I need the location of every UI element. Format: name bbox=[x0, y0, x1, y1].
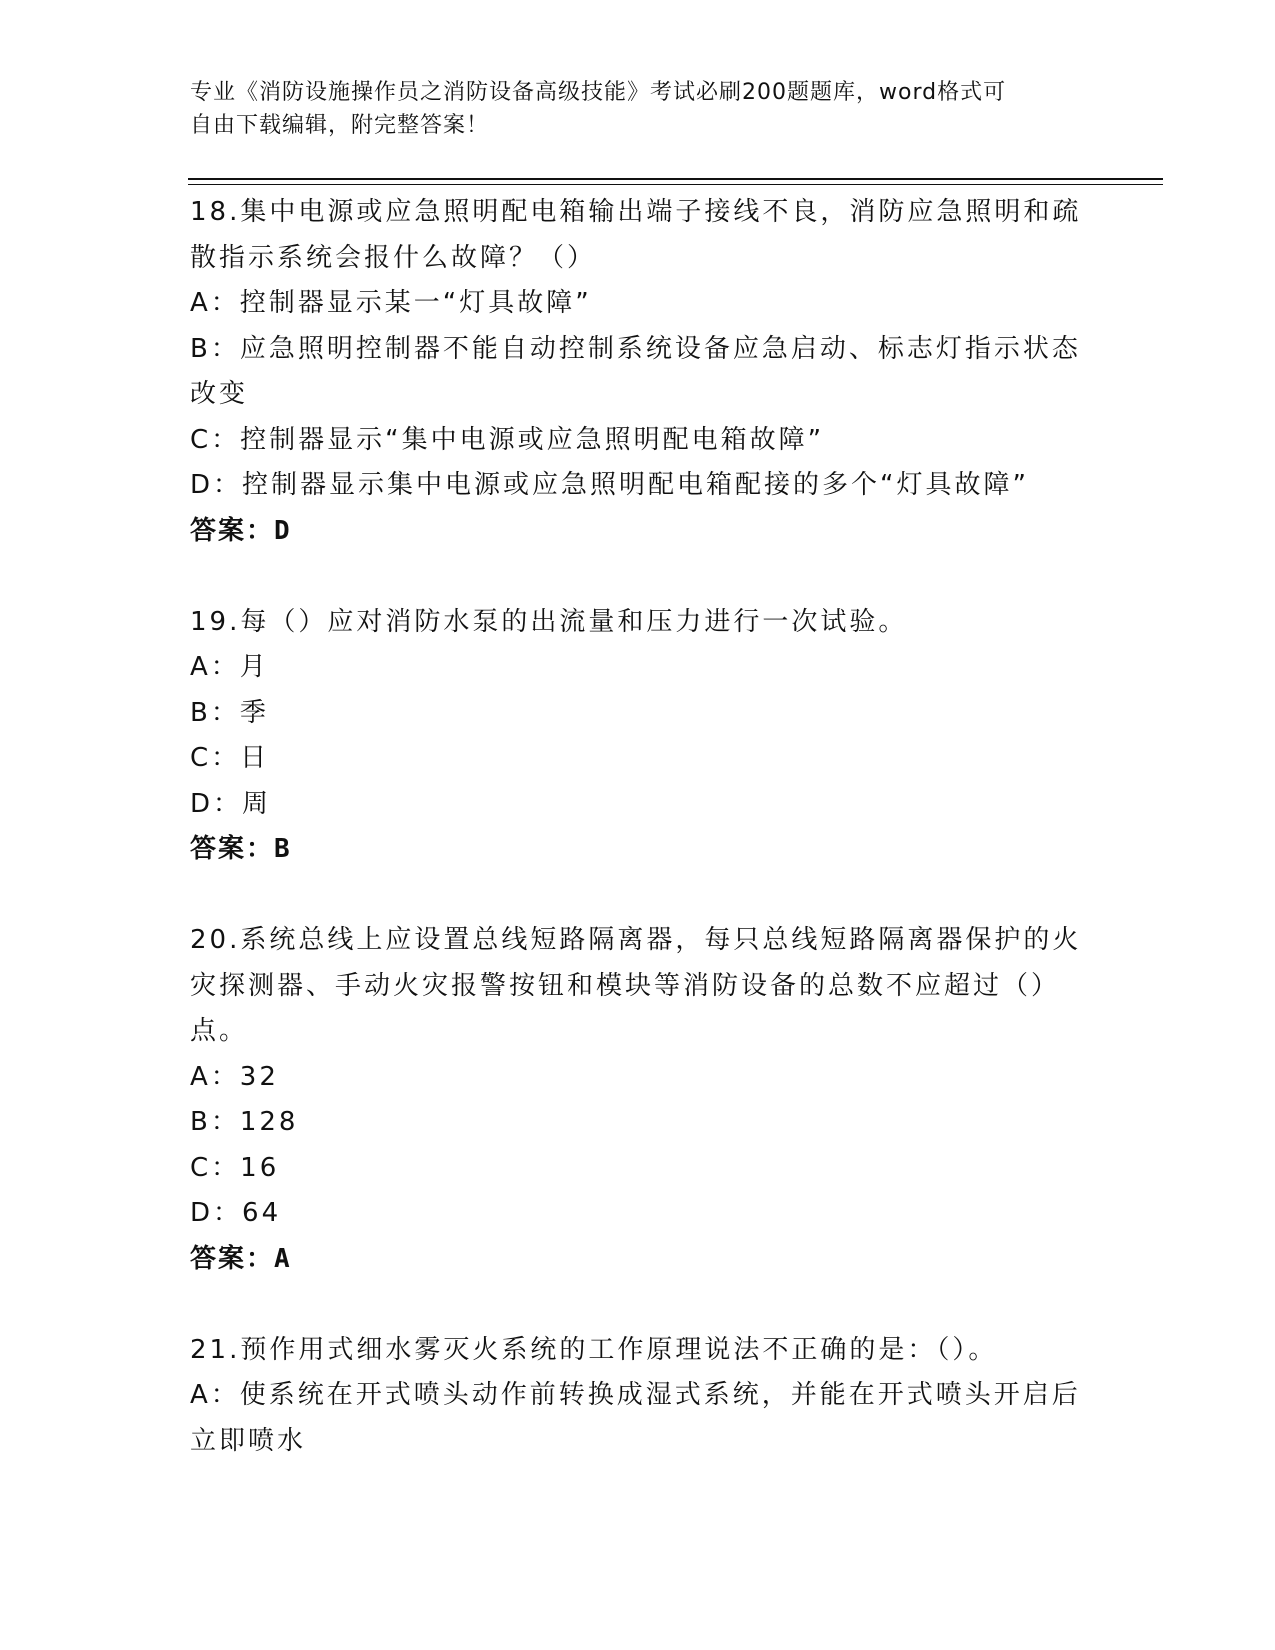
option-d: D：64 bbox=[190, 1198, 282, 1228]
option-c: C：控制器显示“集中电源或应急照明配电箱故障” bbox=[190, 424, 825, 455]
answer-line: 答案：A bbox=[190, 1243, 292, 1274]
option-b: B：应急照明控制器不能自动控制系统设备应急启动、标志灯指示状态 bbox=[190, 333, 1081, 364]
option-c: C：16 bbox=[190, 1152, 280, 1183]
option-c: C：日 bbox=[190, 743, 270, 773]
spacer bbox=[190, 873, 1090, 919]
question-stem-line: 点。 bbox=[190, 1016, 249, 1046]
answer-line: 答案：B bbox=[190, 834, 292, 864]
question-list bbox=[190, 190, 1090, 1464]
question-19 bbox=[190, 600, 1090, 873]
option-a-continued: 立即喷水 bbox=[190, 1425, 307, 1456]
question-18 bbox=[190, 190, 1090, 554]
question-stem-line: 灾探测器、手动火灾报警按钮和模块等消防设备的总数不应超过（） bbox=[190, 970, 1061, 1001]
answer-line: 答案：D bbox=[190, 515, 292, 546]
option-a: A：月 bbox=[190, 652, 269, 682]
question-stem-line: 19.每（）应对消防水泵的出流量和压力进行一次试验。 bbox=[190, 606, 908, 637]
option-a: A：控制器显示某一“灯具故障” bbox=[190, 288, 592, 318]
header-divider-thick bbox=[188, 178, 1163, 180]
option-d: D：控制器显示集中电源或应急照明配电箱配接的多个“灯具故障” bbox=[190, 470, 1029, 500]
question-stem-line: 散指示系统会报什么故障？（） bbox=[190, 242, 597, 273]
option-a: A：使系统在开式喷头动作前转换成湿式系统，并能在开式喷头开启后 bbox=[190, 1380, 1081, 1410]
question-stem-line: 21.预作用式细水雾灭火系统的工作原理说法不正确的是：（）。 bbox=[190, 1334, 998, 1365]
header-line-2: 自由下载编辑，附完整答案！ bbox=[190, 113, 490, 138]
question-20 bbox=[190, 918, 1090, 1282]
question-stem-line: 18.集中电源或应急照明配电箱输出端子接线不良，消防应急照明和疏 bbox=[190, 197, 1082, 227]
question-21 bbox=[190, 1328, 1090, 1465]
spacer bbox=[190, 1282, 1090, 1328]
spacer bbox=[190, 554, 1090, 600]
option-b: B：季 bbox=[190, 697, 269, 728]
option-b: B：128 bbox=[190, 1107, 299, 1137]
document-header bbox=[190, 76, 1090, 142]
header-divider-thin bbox=[188, 184, 1163, 185]
option-b-continued: 改变 bbox=[190, 379, 249, 409]
option-d: D：周 bbox=[190, 788, 272, 819]
header-line-1: 专业《消防设施操作员之消防设备高级技能》考试必刷200题题库，word格式可 bbox=[190, 80, 1007, 105]
question-stem-line: 20.系统总线上应设置总线短路隔离器，每只总线短路隔离器保护的火 bbox=[190, 925, 1082, 955]
option-a: A：32 bbox=[190, 1061, 279, 1092]
